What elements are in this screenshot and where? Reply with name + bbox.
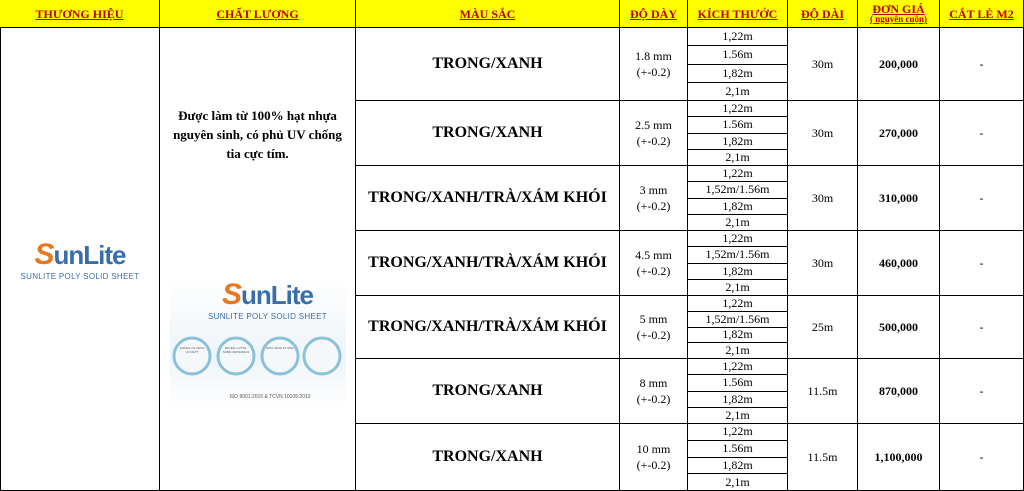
size-cell: 1,22m	[688, 231, 788, 247]
promo-tagline: SUNLITE POLY SOLID SHEET	[208, 312, 327, 321]
size-cell: 2,1m	[688, 474, 788, 491]
size-cell: 1,22m	[688, 166, 788, 182]
thickness-value: 3 mm	[639, 183, 668, 197]
promo-logo-rest: unLite	[240, 280, 313, 310]
header-brand-label: THƯƠNG HIỆU	[35, 6, 124, 21]
size-cell: 1,52m/1.56m	[688, 182, 788, 198]
header-price-sub: ( nguyên cuộn)	[869, 14, 927, 24]
price-cell: 200,000	[858, 28, 940, 101]
promo-cert: ISO 9001:2015 & TCVN 10105:2013	[229, 394, 311, 400]
sunlite-logo	[21, 238, 140, 281]
color-cell: TRONG/XANH/TRÀ/XÁM KHÓI	[356, 166, 620, 231]
color-cell: TRONG/XANH/TRÀ/XÁM KHÓI	[356, 231, 620, 296]
thickness-tolerance: (+-0.2)	[636, 328, 671, 342]
color-cell: TRONG/XANH/TRÀ/XÁM KHÓI	[356, 296, 620, 359]
size-cell: 1.56m	[688, 117, 788, 133]
header-color-label: MÀU SẮC	[459, 6, 516, 21]
header-price-label: ĐƠN GIÁ	[872, 2, 925, 16]
header-cut-label: CẮT LẺ M2	[949, 6, 1014, 21]
size-cell: 1,22m	[688, 296, 788, 312]
thickness-tolerance: (+-0.2)	[636, 458, 671, 472]
size-cell: 1,52m/1.56m	[688, 312, 788, 328]
thickness-tolerance: (+-0.2)	[636, 134, 671, 148]
size-cell: 1,22m	[688, 28, 788, 46]
thickness-value: 2.5 mm	[635, 118, 672, 132]
price-cell: 270,000	[858, 101, 940, 166]
price-cell: 460,000	[858, 231, 940, 296]
logo-wordmark	[34, 238, 125, 272]
header-length-label: ĐỘ DÀI	[800, 6, 844, 21]
cut-cell: -	[940, 28, 1024, 101]
thickness-tolerance: (+-0.2)	[636, 264, 671, 278]
brand-cell	[0, 28, 160, 491]
cut-cell: -	[940, 359, 1024, 424]
header-quality	[160, 0, 356, 28]
size-cell: 1,22m	[688, 101, 788, 117]
price-cell: 500,000	[858, 296, 940, 359]
promo-badges-icon	[170, 328, 346, 388]
promo-wordmark	[222, 278, 313, 312]
size-cell: 2,1m	[688, 343, 788, 359]
cut-cell: -	[940, 166, 1024, 231]
price-cell: 870,000	[858, 359, 940, 424]
size-cell: 1,82m	[688, 134, 788, 150]
promo-logo-s: S	[221, 278, 241, 311]
size-cell: 1.56m	[688, 441, 788, 458]
length-cell: 30m	[788, 101, 858, 166]
promo-badge-2: BAYER, LOTTE, SABIC MATERIALS	[222, 346, 250, 354]
thickness-value: 8 mm	[639, 376, 668, 390]
length-cell: 30m	[788, 231, 858, 296]
thickness-cell	[620, 28, 688, 101]
size-cell: 1,82m	[688, 65, 788, 83]
thickness-tolerance: (+-0.2)	[636, 199, 671, 213]
length-cell: 25m	[788, 296, 858, 359]
thickness-cell	[620, 101, 688, 166]
cut-cell: -	[940, 101, 1024, 166]
thickness-value: 4.5 mm	[635, 248, 672, 262]
size-cell: 1,82m	[688, 392, 788, 408]
thickness-cell	[620, 424, 688, 491]
logo-rest: unLite	[53, 239, 126, 270]
header-thickness-label: ĐỘ DÀY	[630, 6, 677, 21]
thickness-value: 1.8 mm	[635, 49, 672, 63]
cut-cell: -	[940, 424, 1024, 491]
size-cell: 1,82m	[688, 458, 788, 475]
length-cell: 30m	[788, 28, 858, 101]
header-cut	[940, 0, 1024, 28]
header-thickness	[620, 0, 688, 28]
thickness-value: 5 mm	[639, 312, 668, 326]
length-cell: 30m	[788, 166, 858, 231]
size-cell: 1,82m	[688, 199, 788, 215]
header-length	[788, 0, 858, 28]
color-cell: TRONG/XANH	[356, 101, 620, 166]
thickness-cell	[620, 359, 688, 424]
size-cell: 2,1m	[688, 408, 788, 424]
length-cell: 11.5m	[788, 359, 858, 424]
length-cell: 11.5m	[788, 424, 858, 491]
color-cell: TRONG/XANH	[356, 28, 620, 101]
promo-badge-1: KHÁNG UV TECH UV MATT	[179, 346, 205, 354]
quality-text: Được làm từ 100% hạt nhựa nguyên sinh, có phủ UV chống tia cực tím.	[173, 108, 342, 161]
size-cell: 1,22m	[688, 424, 788, 441]
promo-badge-3: BẢO HÀNH 10 NĂM	[266, 346, 294, 350]
price-cell: 1,100,000	[858, 424, 940, 491]
logo-s: S	[34, 237, 54, 271]
size-cell: 1.56m	[688, 375, 788, 391]
size-cell: 2,1m	[688, 280, 788, 296]
cut-cell: -	[940, 231, 1024, 296]
thickness-cell	[620, 166, 688, 231]
thickness-tolerance: (+-0.2)	[636, 65, 671, 79]
color-cell: TRONG/XANH	[356, 359, 620, 424]
header-size	[688, 0, 788, 28]
promo-logo	[208, 278, 327, 321]
size-cell: 1,22m	[688, 359, 788, 375]
promo-image	[170, 278, 346, 408]
size-cell: 1,52m/1.56m	[688, 247, 788, 263]
size-cell: 2,1m	[688, 215, 788, 231]
header-price	[858, 0, 940, 28]
thickness-cell	[620, 231, 688, 296]
size-cell: 1,82m	[688, 264, 788, 280]
thickness-cell	[620, 296, 688, 359]
header-brand	[0, 0, 160, 28]
size-cell: 1,82m	[688, 328, 788, 344]
thickness-tolerance: (+-0.2)	[636, 392, 671, 406]
header-size-label: KÍCH THƯỚC	[697, 6, 778, 21]
header-quality-label: CHẤT LƯỢNG	[216, 6, 299, 21]
size-cell: 2,1m	[688, 150, 788, 166]
cut-cell: -	[940, 296, 1024, 359]
logo-tagline: SUNLITE POLY SOLID SHEET	[20, 271, 140, 281]
header-color	[356, 0, 620, 28]
quality-cell	[160, 28, 356, 491]
color-cell: TRONG/XANH	[356, 424, 620, 491]
size-cell: 1.56m	[688, 46, 788, 64]
thickness-value: 10 mm	[636, 442, 671, 456]
price-cell: 310,000	[858, 166, 940, 231]
size-cell: 2,1m	[688, 83, 788, 101]
